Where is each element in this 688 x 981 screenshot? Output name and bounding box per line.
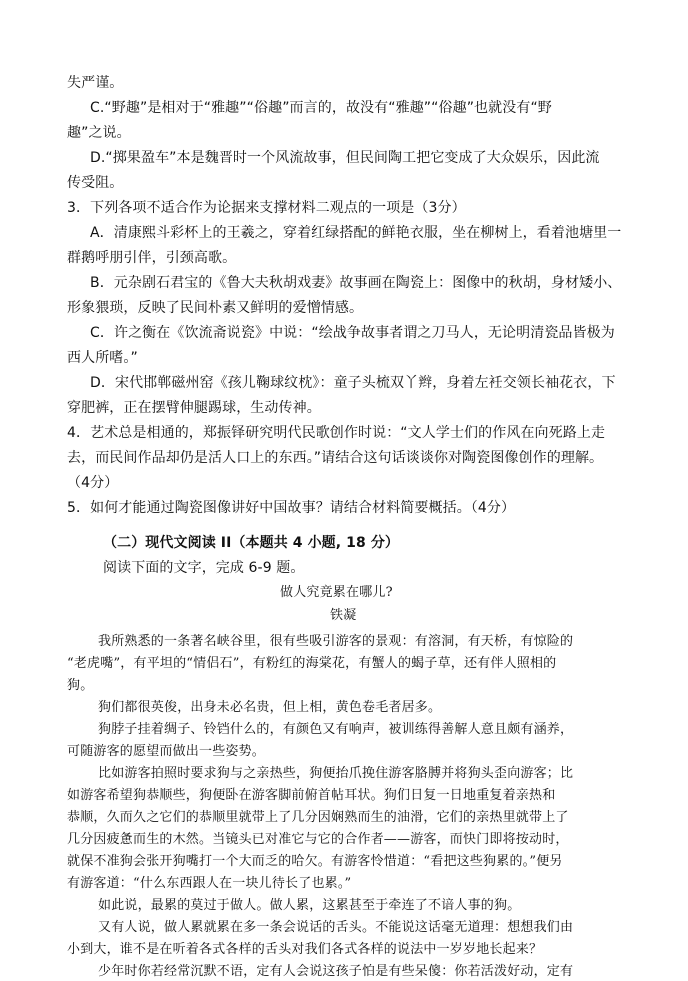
- option-c-line: C.“野趣”是相对于“雅趣”“俗趣”而言的，故没有“雅趣”“俗趣”也就没有“野: [90, 100, 552, 116]
- text-line: 趣”之说。: [67, 125, 131, 141]
- story-line: 狗脖子挂着绸子、铃铛什么的，有颜色又有响声，被训练得善解人意且颇有涵养，: [98, 722, 574, 737]
- story-line: 如此说，最累的莫过于做人。做人累，这累甚至于牵连了不谙人事的狗。: [98, 898, 521, 913]
- story-line: 有游客道：“什么东西跟人在一块儿待长了也累。”: [67, 876, 352, 891]
- story-line: 又有人说，做人累就累在多一条会说话的舌头。不能说这话毫无道理：想想我们由: [98, 920, 574, 935]
- story-line: 少年时你若经常沉默不语，定有人会说这孩子怕是有些呆傻：你若活泼好动，定有: [98, 964, 574, 979]
- story-line: 如游客希望狗恭顺些，狗便卧在游客脚前俯首帖耳状。狗们日复一日地重复着亲热和: [67, 788, 556, 803]
- option-b-line: B．元杂剧石君宝的《鲁大夫秋胡戏妻》故事画在陶瓷上：图像中的秋胡，身材矮小、: [90, 275, 622, 291]
- story-line: 恭顺，久而久之它们的恭顺里就带上了几分因娴熟而生的油滑，它们的亲热里就带上了: [67, 810, 569, 825]
- story-line: 狗们都很英俊，出身未必名贵，但上相，黄色卷毛者居多。: [98, 700, 442, 715]
- option-d-line: D．宋代邯郸磁州窑《孩儿鞠球纹枕》：童子头梳双丫辫，身着左衽交领长袖花衣，下: [90, 375, 616, 391]
- text-line: 西人所嗜。”: [67, 350, 138, 366]
- story-line: 比如游客拍照时要求狗与之亲热些，狗便抬爪挽住游客胳膊并将狗头歪向游客；比: [98, 766, 574, 781]
- story-line: 狗。: [67, 678, 94, 693]
- story-line: 我所熟悉的一条著名峡谷里，很有些吸引游客的景观：有溶洞，有天桥，有惊险的: [98, 634, 574, 649]
- story-line: 可随游客的愿望而做出一些姿势。: [67, 744, 266, 759]
- instruction-line: 阅读下面的文字，完成 6-9 题。: [103, 560, 305, 576]
- story-line: 小到大，谁不是在听着各式各样的舌头对我们各式各样的说法中一岁岁地长起来？: [67, 942, 543, 957]
- text-line: 传受阻。: [67, 175, 124, 191]
- story-line: 就保不准狗会张开狗嘴打一个大而乏的哈欠。有游客怜惜道：“看把这些狗累的。”便另: [67, 854, 563, 869]
- story-line: “老虎嘴”，有平坦的“情侣石”，有粉红的海棠花，有蟹人的蝎子草，还有伴人照相的: [67, 656, 557, 671]
- option-c-line: C．许之衡在《饮流斋说瓷》中说：“绘战争故事者谓之刀马人，无论明清瓷品皆极为: [90, 325, 615, 341]
- text-line: 形象猥琐，反映了民间朴素又鲜明的爱憎情感。: [67, 300, 364, 316]
- story-author: 铁凝: [330, 608, 357, 623]
- section-heading: （二）现代文阅读 II（本题共 4 小题, 18 分）: [103, 535, 400, 551]
- text-line: （4分）: [67, 475, 119, 491]
- question-5: 5．如何才能通过陶瓷图像讲好中国故事？请结合材料简要概括。（4分）: [67, 500, 516, 516]
- text-line: 去，而民间作品却仍是活人口上的东西。”请结合这句话谈谈你对陶瓷图像创作的理解。: [67, 450, 604, 466]
- option-d-line: D.“掷果盈车”本是魏晋时一个风流故事，但民间陶工把它变成了大众娱乐，因此流: [90, 150, 600, 166]
- question-4: 4．艺术总是相通的，郑振铎研究明代民歌创作时说：“文人学士们的作风在向死路上走: [67, 425, 606, 441]
- story-title: 做人究竟累在哪儿?: [280, 585, 393, 600]
- text-line: 穿肥裤，正在摆臂伸腿踢球，生动传神。: [67, 400, 321, 416]
- option-a-line: A．清康熙斗彩杯上的王羲之，穿着红绿搭配的鲜艳衣服，坐在柳树上，看着池塘里一: [90, 225, 622, 241]
- text-line: 群鹅呼朋引伴，引颈高歌。: [67, 250, 237, 266]
- question-3: 3．下列各项不适合作为论据来支撑材料二观点的一项是（3分）: [67, 200, 466, 216]
- story-line: 几分因疲惫而生的木然。当镜头已对准它与它的合作者——游客，而快门即将按动时，: [67, 832, 569, 847]
- text-line: 失严谨。: [67, 75, 124, 91]
